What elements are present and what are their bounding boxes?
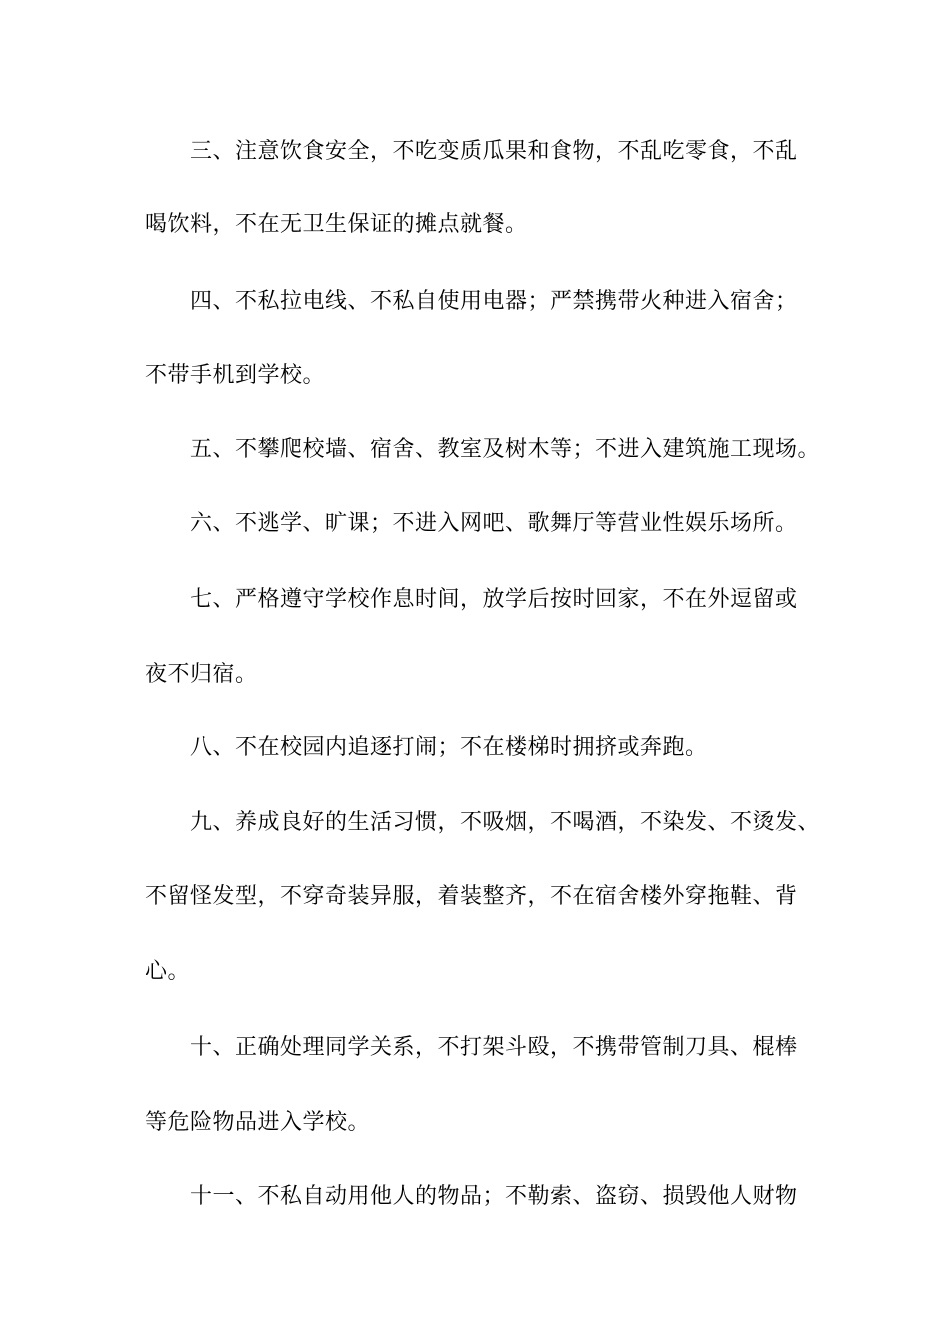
rule-7-line-2: 夜不归宿。 [145, 662, 258, 687]
rule-9-line-3: 心。 [145, 959, 191, 984]
rule-7-line-1: 七、严格遵守学校作息时间，放学后按时回家，不在外逗留或 [190, 587, 798, 612]
rule-11-line-1: 十一、不私自动用他人的物品；不勒索、盗窃、损毁他人财物 [190, 1184, 798, 1209]
rule-4-line-1: 四、不私拉电线、不私自使用电器；严禁携带火种进入宿舍； [190, 289, 798, 314]
rule-10-line-2: 等危险物品进入学校。 [145, 1110, 371, 1135]
rule-4-line-2: 不带手机到学校。 [145, 363, 326, 388]
rule-10-line-1: 十、正确处理同学关系，不打架斗殴，不携带管制刀具、棍棒 [190, 1035, 798, 1060]
rule-9-line-1: 九、养成良好的生活习惯，不吸烟，不喝酒，不染发、不烫发、 [190, 810, 821, 835]
rule-8-line-1: 八、不在校园内追逐打闹；不在楼梯时拥挤或奔跑。 [190, 735, 708, 760]
rule-9-line-2: 不留怪发型，不穿奇装异服，着装整齐，不在宿舍楼外穿拖鞋、背 [145, 884, 798, 909]
rule-3-line-2: 喝饮料，不在无卫生保证的摊点就餐。 [145, 212, 528, 237]
rule-6-line-1: 六、不逃学、旷课；不进入网吧、歌舞厅等营业性娱乐场所。 [190, 511, 798, 536]
rule-5-line-1: 五、不攀爬校墙、宿舍、教室及树木等；不进入建筑施工现场。 [190, 437, 821, 462]
rule-3-line-1: 三、注意饮食安全，不吃变质瓜果和食物，不乱吃零食，不乱 [190, 139, 798, 164]
